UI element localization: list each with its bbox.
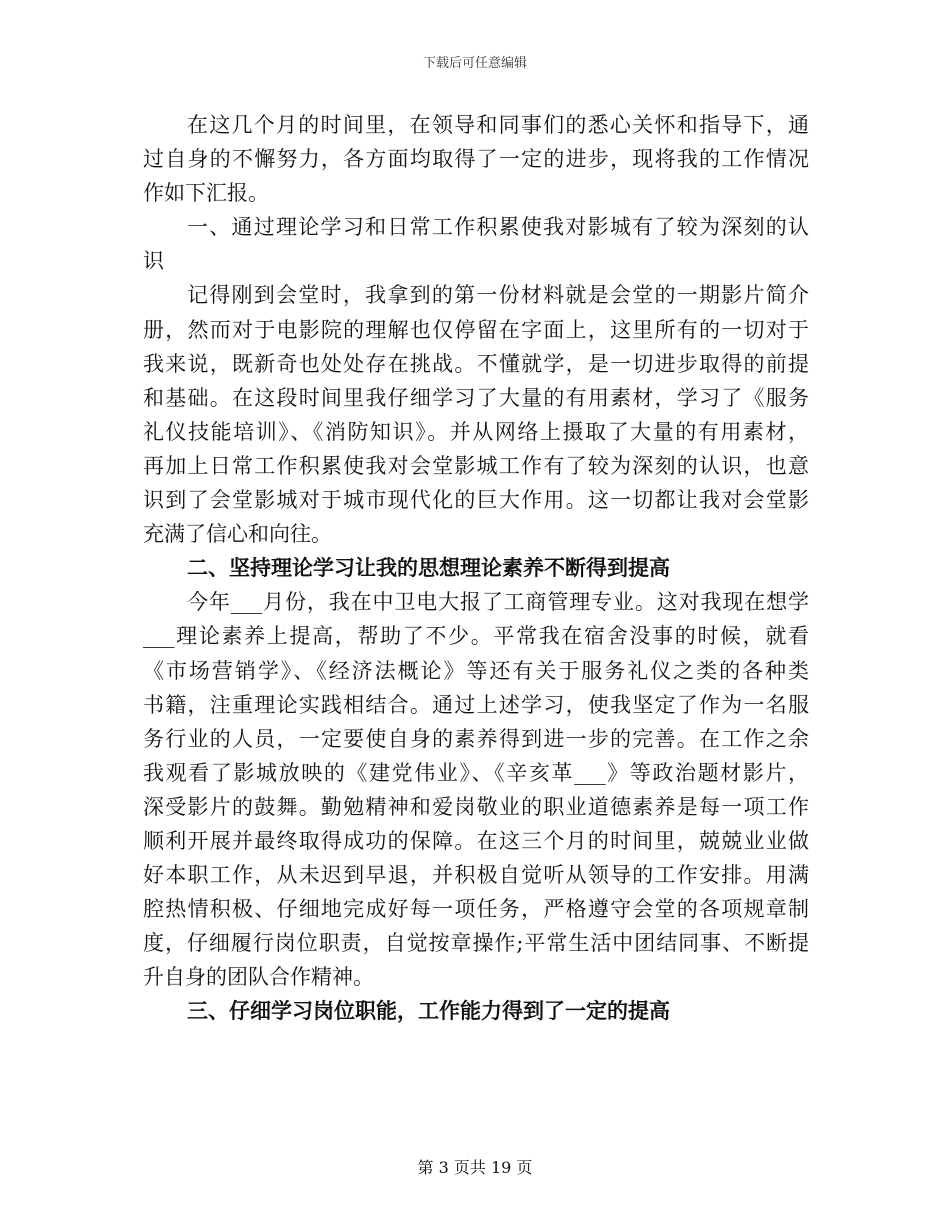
paragraph-line: 好本职工作，从未迟到早退，并积极自觉听从领导的工作安排。用满 bbox=[143, 863, 809, 888]
paragraph-line: 今年___月份，我在中卫电大报了工商管理专业。这对我现在想学 bbox=[187, 590, 809, 615]
paragraph-line: 升自身的团队合作精神。 bbox=[143, 965, 374, 990]
page-footer: 第 3 页共 19 页 bbox=[417, 1158, 533, 1177]
paragraph-line: ___理论素养上提高，帮助了不少。平常我在宿舍没事的时候，就看 bbox=[143, 624, 809, 649]
paragraph-line: 深受影片的鼓舞。勤勉精神和爱岗敬业的职业道德素养是每一项工作 bbox=[143, 794, 809, 819]
paragraph-line: 我来说，既新奇也处处存在挑战。不懂就学，是一切进步取得的前提 bbox=[143, 351, 809, 376]
paragraph-line: 礼仪技能培训》、《消防知识》。并从网络上摄取了大量的有用素材， bbox=[143, 419, 809, 444]
section-heading-line: 识 bbox=[143, 249, 164, 274]
paragraph-line: 识到了会堂影城对于城市现代化的巨大作用。这一切都让我对会堂影 bbox=[143, 488, 809, 513]
paragraph-line: 在这几个月的时间里，在领导和同事们的悉心关怀和指导下，通 bbox=[187, 113, 809, 137]
paragraph-line: 充满了信心和向往。 bbox=[143, 522, 332, 547]
section-heading-2: 二、坚持理论学习让我的思想理论素养不断得到提高 bbox=[187, 555, 670, 581]
paragraph-line: 我观看了影城放映的《建党伟业》、《辛亥革___》等政治题材影片， bbox=[143, 760, 809, 785]
paragraph-line: 书籍，注重理论实践相结合。通过上述学习，使我坚定了作为一名服 bbox=[143, 692, 809, 717]
paragraph-line: 记得刚到会堂时，我拿到的第一份材料就是会堂的一期影片简介 bbox=[187, 283, 809, 308]
section-heading-3: 三、仔细学习岗位职能，工作能力得到了一定的提高 bbox=[187, 998, 670, 1024]
section-heading-line: 一、通过理论学习和日常工作积累使我对影城有了较为深刻的认 bbox=[187, 215, 809, 240]
paragraph-line: 过自身的不懈努力，各方面均取得了一定的进步，现将我的工作情况 bbox=[143, 147, 809, 172]
document-body bbox=[143, 108, 809, 1029]
paragraph-line: 再加上日常工作积累使我对会堂影城工作有了较为深刻的认识，也意 bbox=[143, 453, 809, 478]
page-header: 下载后可任意编辑 bbox=[422, 56, 527, 71]
paragraph-line: 度，仔细履行岗位职责，自觉按章操作;平常生活中团结同事、不断提 bbox=[143, 931, 809, 956]
paragraph-line: 作如下汇报。 bbox=[143, 181, 269, 206]
paragraph-line: 顺利开展并最终取得成功的保障。在这三个月的时间里，兢兢业业做 bbox=[143, 828, 809, 853]
paragraph-line: 腔热情积极、仔细地完成好每一项任务，严格遵守会堂的各项规章制 bbox=[143, 897, 809, 922]
paragraph-line: 和基础。在这段时间里我仔细学习了大量的有用素材，学习了《服务 bbox=[143, 385, 809, 410]
paragraph-line: 务行业的人员，一定要使自身的素养得到进一步的完善。在工作之余 bbox=[143, 726, 809, 751]
paragraph-line: 册，然而对于电影院的理解也仅停留在字面上，这里所有的一切对于 bbox=[143, 317, 809, 342]
paragraph-line: 《市场营销学》、《经济法概论》等还有关于服务礼仪之类的各种类 bbox=[143, 658, 809, 683]
